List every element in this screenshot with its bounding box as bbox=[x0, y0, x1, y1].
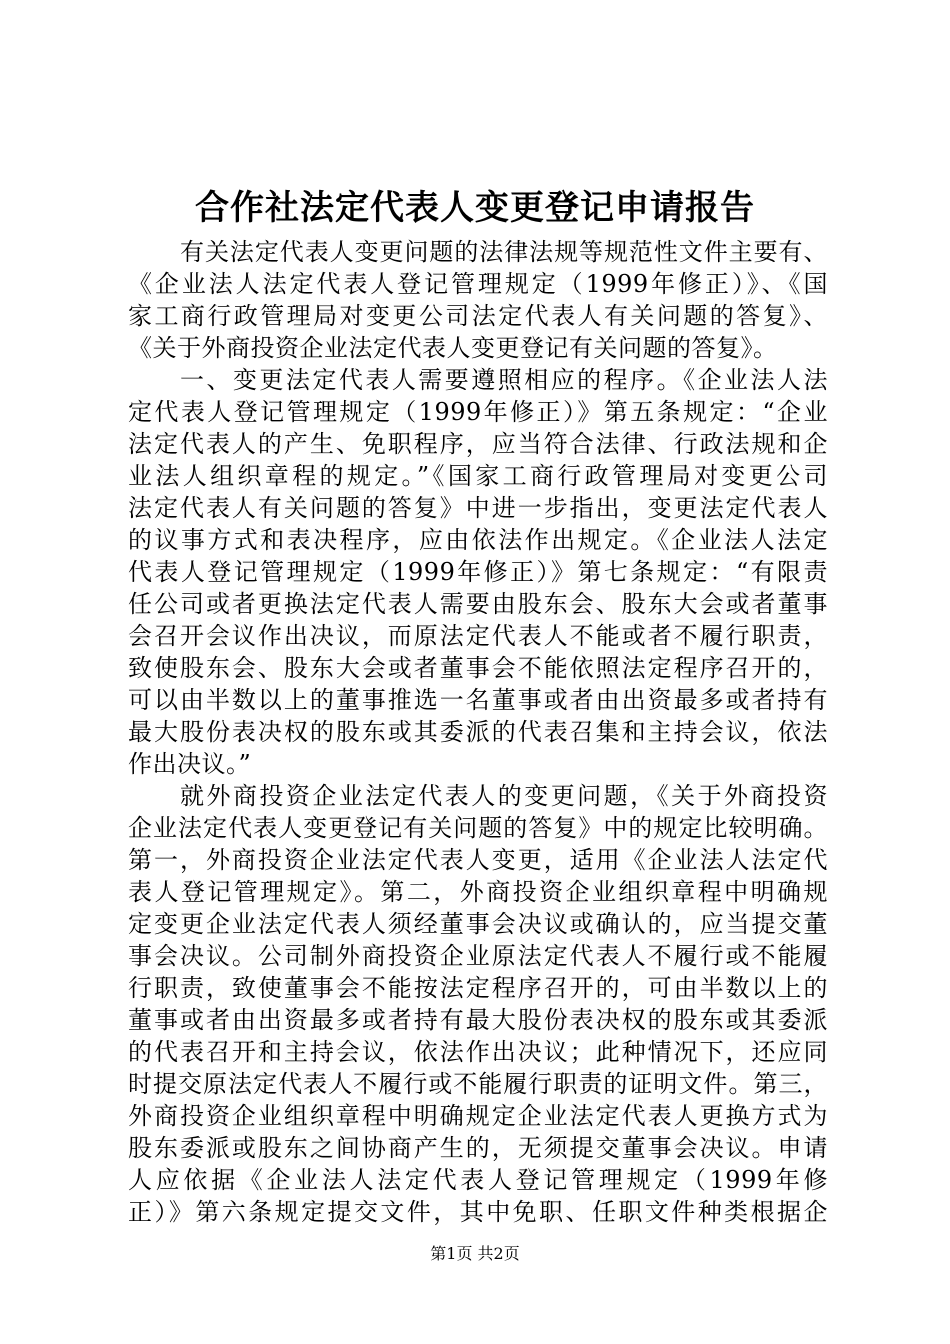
body-line: 《企业法人法定代表人登记管理规定（1999年修正）》、《国 bbox=[128, 270, 828, 298]
body-line: 就外商投资企业法定代表人的变更问题，《关于外商投资 bbox=[180, 782, 828, 810]
body-line: 任公司或者更换法定代表人需要由股东会、股东大会或者董事 bbox=[128, 590, 828, 618]
body-line: 法定代表人有关问题的答复》中进一步指出，变更法定代表人 bbox=[128, 494, 828, 522]
body-line: 定变更企业法定代表人须经董事会决议或确认的，应当提交董 bbox=[128, 910, 828, 938]
body-line: 董事或者由出资最多或者持有最大股份表决权的股东或其委派 bbox=[128, 1006, 828, 1034]
body-line: 有关法定代表人变更问题的法律法规等规范性文件主要有、 bbox=[180, 238, 828, 266]
body-line: 的议事方式和表决程序，应由依法作出规定。《企业法人法定 bbox=[128, 526, 828, 554]
body-line: 的代表召开和主持会议，依法作出决议；此种情况下，还应同 bbox=[128, 1038, 828, 1066]
document-body bbox=[128, 236, 828, 1228]
body-line: 法定代表人的产生、免职程序，应当符合法律、行政法规和企 bbox=[128, 430, 828, 458]
body-line: 致使股东会、股东大会或者董事会不能依照法定程序召开的， bbox=[128, 654, 828, 682]
body-line: 《关于外商投资企业法定代表人变更登记有关问题的答复》。 bbox=[128, 334, 778, 362]
body-line: 股东委派或股东之间协商产生的，无须提交董事会决议。申请 bbox=[128, 1134, 828, 1162]
body-line: 作出决议。” bbox=[128, 750, 252, 778]
body-line: 最大股份表决权的股东或其委派的代表召集和主持会议，依法 bbox=[128, 718, 828, 746]
body-line: 行职责，致使董事会不能按法定程序召开的，可由半数以上的 bbox=[128, 974, 828, 1002]
body-line: 可以由半数以上的董事推选一名董事或者由出资最多或者持有 bbox=[128, 686, 828, 714]
body-line: 企业法定代表人变更登记有关问题的答复》中的规定比较明确。 bbox=[128, 814, 828, 842]
body-line: 一、变更法定代表人需要遵照相应的程序。《企业法人法 bbox=[180, 366, 828, 394]
document-title: 合作社法定代表人变更登记申请报告 bbox=[195, 188, 755, 228]
body-line: 外商投资企业组织章程中明确规定企业法定代表人更换方式为 bbox=[128, 1102, 828, 1130]
body-line: 业法人组织章程的规定。”《国家工商行政管理局对变更公司 bbox=[128, 462, 828, 490]
body-line: 时提交原法定代表人不履行或不能履行职责的证明文件。第三， bbox=[128, 1070, 828, 1098]
body-line: 人应依据《企业法人法定代表人登记管理规定（1999年修 bbox=[128, 1166, 828, 1194]
body-line: 第一，外商投资企业法定代表人变更，适用《企业法人法定代 bbox=[128, 846, 828, 874]
body-line: 定代表人登记管理规定（1999年修正）》第五条规定：“企业 bbox=[128, 398, 828, 426]
body-line: 事会决议。公司制外商投资企业原法定代表人不履行或不能履 bbox=[128, 942, 828, 970]
body-line: 家工商行政管理局对变更公司法定代表人有关问题的答复》、 bbox=[128, 302, 828, 330]
body-line: 会召开会议作出决议，而原法定代表人不能或者不履行职责， bbox=[128, 622, 828, 650]
body-line: 代表人登记管理规定（1999年修正）》第七条规定：“有限责 bbox=[128, 558, 828, 586]
body-line: 正）》第六条规定提交文件，其中免职、任职文件种类根据企 bbox=[128, 1198, 828, 1226]
body-line: 表人登记管理规定》。第二，外商投资企业组织章程中明确规 bbox=[128, 878, 828, 906]
page-footer: 第1页 共2页 bbox=[430, 1244, 520, 1263]
